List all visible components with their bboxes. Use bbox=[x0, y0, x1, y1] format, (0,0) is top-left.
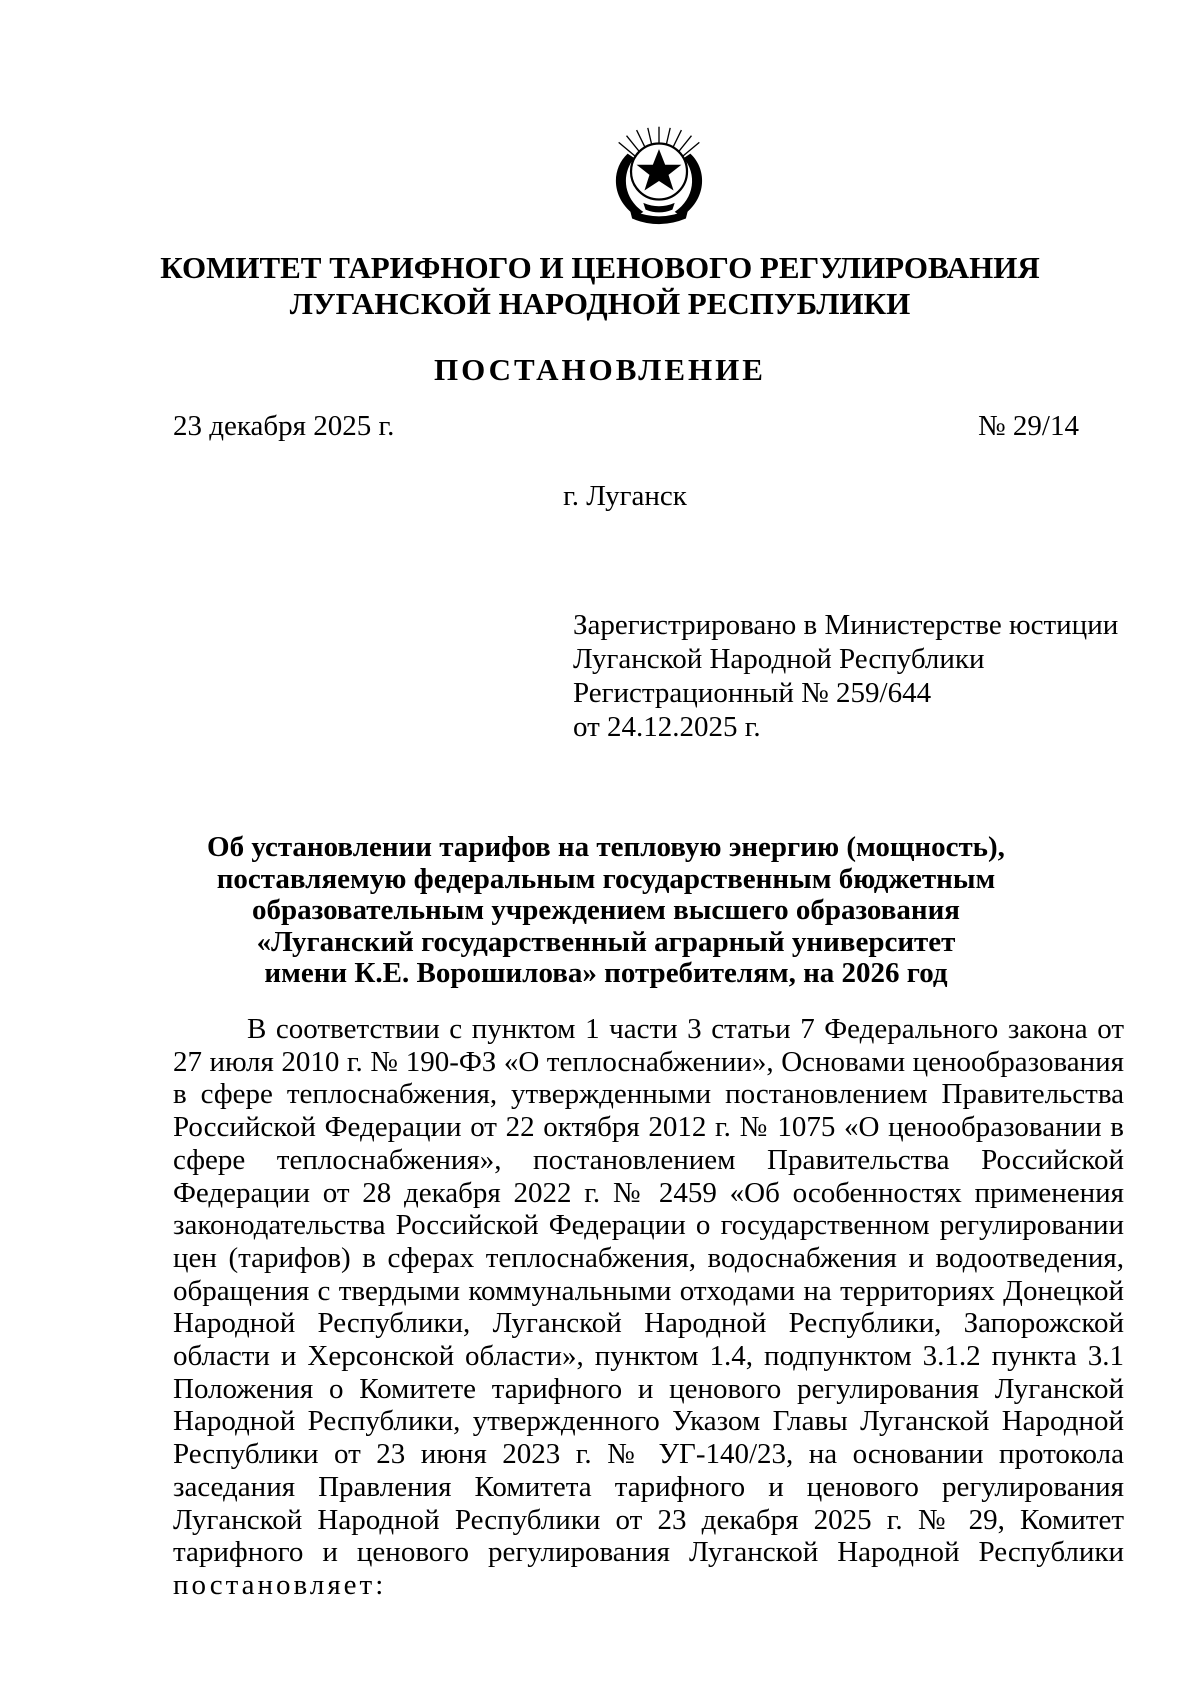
document-type: ПОСТАНОВЛЕНИЕ bbox=[434, 352, 766, 387]
org-line-2: ЛУГАНСКОЙ НАРОДНОЙ РЕСПУБЛИКИ bbox=[289, 286, 911, 321]
registration-line-2: Луганской Народной Республики bbox=[573, 643, 985, 675]
decree-word: постановляет: bbox=[173, 1568, 387, 1601]
document-date: 23 декабря 2025 г. bbox=[173, 410, 395, 442]
document-city: г. Луганск bbox=[563, 480, 687, 512]
org-line-1: КОМИТЕТ ТАРИФНОГО И ЦЕНОВОГО РЕГУЛИРОВАНИЯ bbox=[160, 250, 1040, 285]
title-line-4: «Луганский государственный аграрный университет bbox=[256, 925, 956, 958]
registration-line-4: от 24.12.2025 г. bbox=[573, 711, 761, 743]
document-title bbox=[0, 832, 1200, 990]
title-line-1: Об установлении тарифов на тепловую энергию (мощность), bbox=[207, 831, 1005, 863]
registration-note bbox=[573, 608, 1118, 744]
state-emblem-icon bbox=[603, 120, 715, 232]
registration-line-1: Зарегистрировано в Министерстве юстиции bbox=[573, 609, 1119, 641]
organization-name bbox=[0, 250, 1200, 322]
registration-line-3: Регистрационный № 259/644 bbox=[573, 677, 932, 709]
title-line-5: имени К.Е. Ворошилова» потребителям, на 2026 год bbox=[264, 957, 948, 989]
document-number: № 29/14 bbox=[978, 410, 1079, 442]
body-paragraph bbox=[173, 1013, 1124, 1602]
title-line-3: образовательным учреждением высшего образования bbox=[252, 894, 960, 926]
body-paragraph-text: В соответствии с пунктом 1 части 3 статьи 7 Федерального закона от 27 июля 2010 г. № 190-ФЗ «О теплоснабжении», Основами ценообразования в сфере теплоснабжения, утвержденными постановлением Правительства Российской Федерации от 22 октября 2012 г. № 1075 «О ценообразовании в сфере теплоснабжения», постановлением Правительства Российской Федерации от 28 декабря 2022 г. № 2459 «Об особенностях применения законодательства Российской Федерации о государственном регулировании цен (тарифов) в сферах теплоснабжения, водоснабжения и водоотведения, обращения с твердыми коммунальными отходами на территориях Донецкой Народной Республики, Луганской Народной Республики, Запорожской области и Херсонской области», пунктом 1.4, подпунктом 3.1.2 пункта 3.1 Положения о Комитете тарифного и ценового регулирования Луганской Народной Республики, утвержденного Указом Главы Луганской Народной Республики от 23 июня 2023 г. № УГ-140/23, на основании протокола заседания Правления Комитета тарифного и ценового регулирования Луганской Народной Республики от 23 декабря 2025 г. № 29, Комитет тарифного и ценового регулирования Луганской Народной Республики bbox=[173, 1013, 1124, 1569]
title-line-2: поставляемую федеральным государственным бюджетным bbox=[216, 862, 996, 895]
